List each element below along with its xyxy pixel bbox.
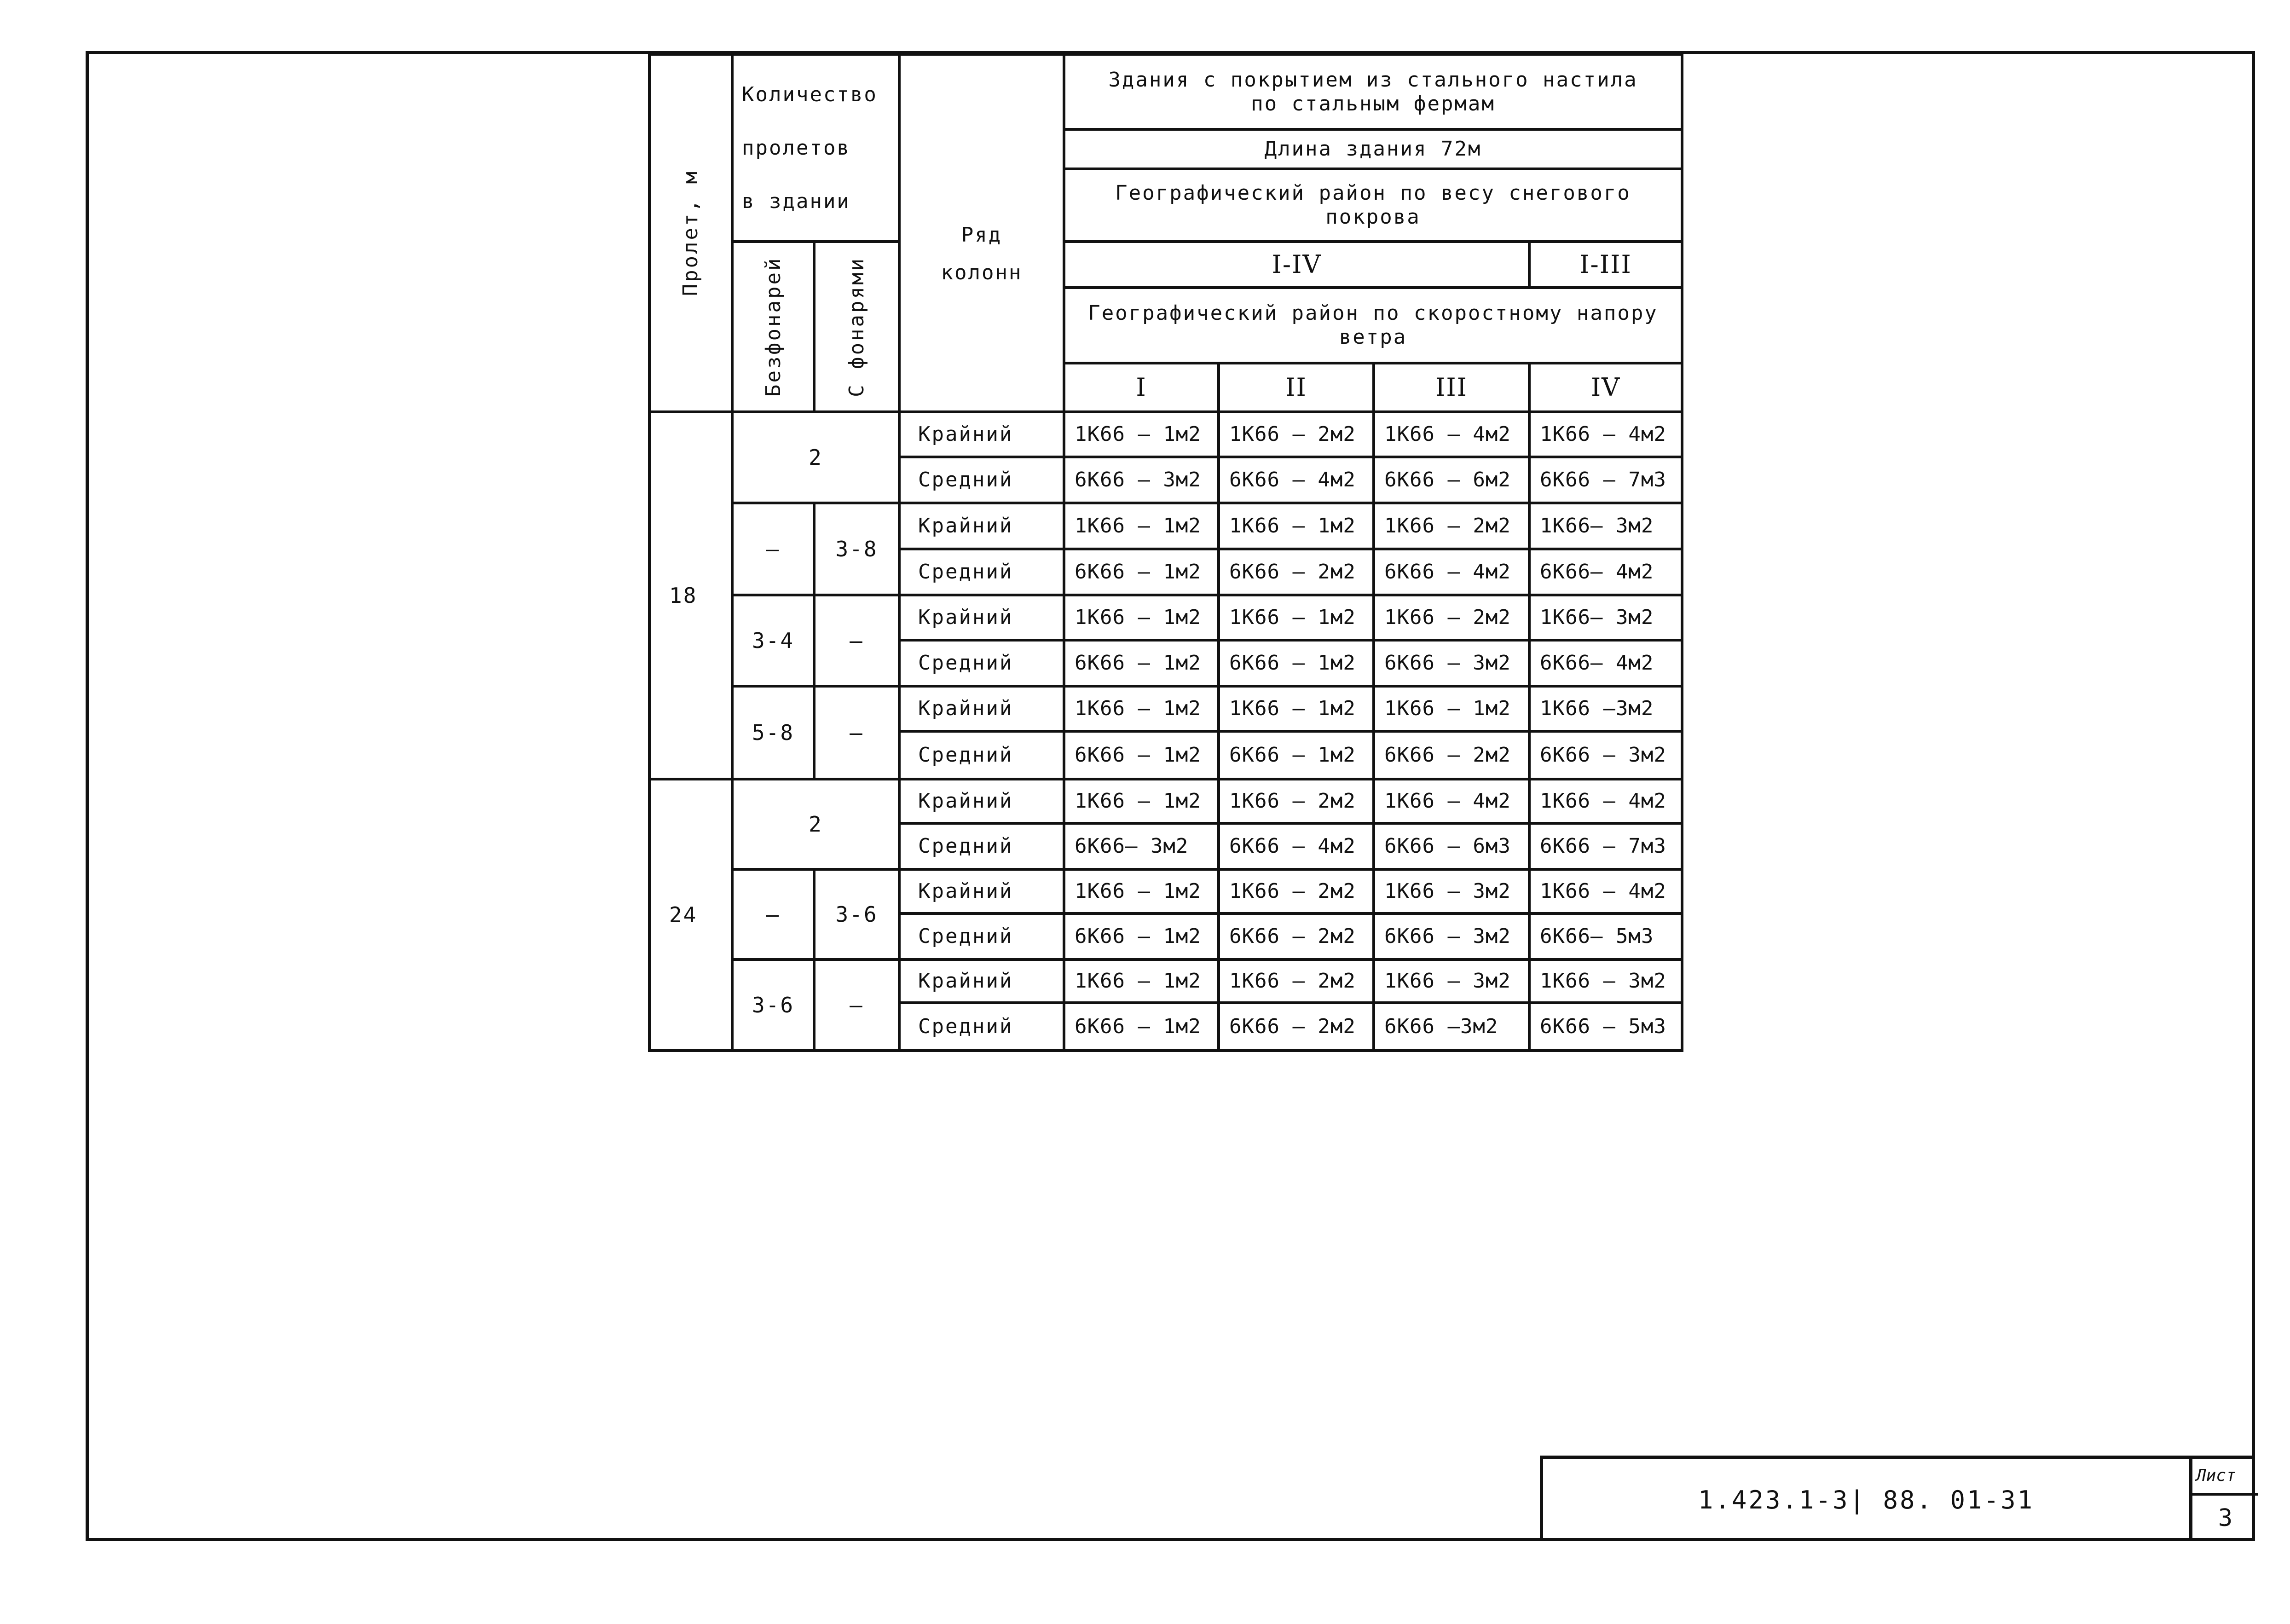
span-count-no-lights: 5-8	[732, 686, 814, 779]
column-mark-wind-4: 6К66– 5м3	[1529, 913, 1682, 959]
column-row-name: Крайний	[899, 959, 1064, 1003]
column-mark-wind-2: 1К66 – 2м2	[1219, 869, 1374, 913]
wind-region-1: I	[1064, 363, 1219, 412]
column-mark-wind-2: 6К66 – 4м2	[1219, 823, 1374, 869]
column-mark-wind-1: 1К66 – 1м2	[1064, 686, 1219, 731]
column-mark-wind-2: 6К66 – 2м2	[1219, 1003, 1374, 1051]
column-mark-wind-4: 1К66– 3м2	[1529, 595, 1682, 640]
wind-region-2: II	[1219, 363, 1374, 412]
count-header-line-2: пролетов	[742, 136, 850, 160]
column-mark-wind-3: 1К66 – 1м2	[1374, 686, 1529, 731]
column-mark-wind-1: 1К66 – 1м2	[1064, 959, 1219, 1003]
span-count-no-lights: —	[732, 869, 814, 959]
count-header-line-1: Количество	[742, 82, 878, 106]
table-row	[649, 869, 1682, 913]
column-row-name: Средний	[899, 913, 1064, 959]
table-row	[649, 503, 1682, 549]
column-mark-wind-2: 6К66 – 2м2	[1219, 549, 1374, 595]
snow-region-1: I-IV	[1064, 242, 1529, 288]
column-mark-wind-1: 6К66 – 1м2	[1064, 913, 1219, 959]
row-header-line-2: колонн	[941, 260, 1023, 284]
column-row-name: Крайний	[899, 686, 1064, 731]
column-mark-wind-4: 6К66 – 3м2	[1529, 731, 1682, 779]
column-row-name: Средний	[899, 640, 1064, 686]
column-row-name: Средний	[899, 1003, 1064, 1051]
span-value: 24	[649, 779, 732, 1051]
building-type-header: Здания с покрытием из стального настила по стальным фермам	[1064, 54, 1682, 129]
table-row	[649, 595, 1682, 640]
column-mark-wind-3: 6К66 – 4м2	[1374, 549, 1529, 595]
span-count-with-lights: 3-8	[814, 503, 899, 595]
table-row	[649, 412, 1682, 457]
span-count-total: 2	[732, 779, 899, 869]
column-mark-wind-3: 1К66 – 4м2	[1374, 412, 1529, 457]
span-count-total: 2	[732, 412, 899, 503]
column-row-name: Крайний	[899, 595, 1064, 640]
no-lights-header: Без фонарей	[761, 256, 785, 397]
with-lights-header-cell	[814, 242, 899, 412]
span-header-cell	[649, 54, 732, 412]
column-mark-wind-3: 1К66 – 3м2	[1374, 959, 1529, 1003]
column-mark-wind-1: 6К66– 3м2	[1064, 823, 1219, 869]
title-block	[1540, 1456, 2255, 1541]
column-mark-wind-3: 1К66 – 4м2	[1374, 779, 1529, 823]
specification-table	[648, 53, 1683, 1052]
span-count-with-lights: —	[814, 959, 899, 1051]
wind-region-3: III	[1374, 363, 1529, 412]
column-mark-wind-2: 6К66 – 4м2	[1219, 457, 1374, 503]
span-count-no-lights: 3-6	[732, 959, 814, 1051]
column-mark-wind-1: 1К66 – 1м2	[1064, 595, 1219, 640]
column-mark-wind-2: 1К66 – 1м2	[1219, 686, 1374, 731]
span-value: 18	[649, 412, 732, 779]
column-row-name: Средний	[899, 457, 1064, 503]
column-mark-wind-4: 6К66 – 7м3	[1529, 457, 1682, 503]
column-mark-wind-4: 1К66 – 4м2	[1529, 779, 1682, 823]
row-header-line-1: Ряд	[961, 223, 1002, 247]
column-row-name: Средний	[899, 823, 1064, 869]
building-length-header: Длина здания 72м	[1064, 129, 1682, 169]
column-mark-wind-1: 6К66 – 1м2	[1064, 731, 1219, 779]
column-mark-wind-1: 6К66 – 1м2	[1064, 1003, 1219, 1051]
sheet-label: Лист	[2192, 1459, 2258, 1496]
table-body	[649, 54, 1682, 1051]
column-mark-wind-4: 6К66 – 7м3	[1529, 823, 1682, 869]
wind-region-header: Географический район по скоростному напору ветра	[1064, 288, 1682, 363]
column-mark-wind-3: 6К66 – 2м2	[1374, 731, 1529, 779]
table-row	[649, 779, 1682, 823]
column-row-name: Средний	[899, 731, 1064, 779]
column-mark-wind-1: 1К66 – 1м2	[1064, 412, 1219, 457]
span-count-with-lights: —	[814, 595, 899, 686]
column-mark-wind-2: 6К66 – 1м2	[1219, 640, 1374, 686]
column-mark-wind-1: 1К66 – 1м2	[1064, 779, 1219, 823]
column-row-name: Крайний	[899, 869, 1064, 913]
column-mark-wind-1: 1К66 – 1м2	[1064, 503, 1219, 549]
column-mark-wind-1: 1К66 – 1м2	[1064, 869, 1219, 913]
span-header: Пролет, м	[679, 170, 703, 296]
snow-region-header: Географический район по весу снегового покрова	[1064, 169, 1682, 242]
column-row-name: Средний	[899, 549, 1064, 595]
no-lights-header-cell	[732, 242, 814, 412]
column-mark-wind-2: 1К66 – 1м2	[1219, 503, 1374, 549]
column-mark-wind-1: 6К66 – 3м2	[1064, 457, 1219, 503]
column-mark-wind-2: 1К66 – 2м2	[1219, 412, 1374, 457]
column-mark-wind-3: 1К66 – 2м2	[1374, 503, 1529, 549]
column-mark-wind-4: 6К66– 4м2	[1529, 640, 1682, 686]
column-mark-wind-2: 1К66 – 1м2	[1219, 595, 1374, 640]
span-count-with-lights: 3-6	[814, 869, 899, 959]
with-lights-header: С фонарями	[844, 256, 868, 397]
column-mark-wind-4: 1К66 – 4м2	[1529, 412, 1682, 457]
column-mark-wind-2: 1К66 – 2м2	[1219, 779, 1374, 823]
span-count-no-lights: —	[732, 503, 814, 595]
column-row-name: Крайний	[899, 412, 1064, 457]
column-mark-wind-3: 6К66 –3м2	[1374, 1003, 1529, 1051]
column-mark-wind-4: 1К66 – 3м2	[1529, 959, 1682, 1003]
column-mark-wind-2: 6К66 – 1м2	[1219, 731, 1374, 779]
wind-region-4: IV	[1529, 363, 1682, 412]
column-mark-wind-1: 6К66 – 1м2	[1064, 549, 1219, 595]
table-row	[649, 686, 1682, 731]
column-mark-wind-4: 6К66 – 5м3	[1529, 1003, 1682, 1051]
table-row	[649, 959, 1682, 1003]
row-header-cell	[899, 54, 1064, 412]
document-code: 1.423.1-3| 88. 01-31	[1698, 1485, 2035, 1514]
column-mark-wind-3: 6К66 – 6м2	[1374, 457, 1529, 503]
column-mark-wind-3: 1К66 – 3м2	[1374, 869, 1529, 913]
column-mark-wind-3: 6К66 – 3м2	[1374, 913, 1529, 959]
count-header-line-3: в здании	[742, 189, 850, 213]
column-mark-wind-2: 6К66 – 2м2	[1219, 913, 1374, 959]
span-count-no-lights: 3-4	[732, 595, 814, 686]
count-header-cell	[732, 54, 899, 242]
span-count-with-lights: —	[814, 686, 899, 779]
column-row-name: Крайний	[899, 779, 1064, 823]
column-mark-wind-1: 6К66 – 1м2	[1064, 640, 1219, 686]
sheet-cell	[2189, 1459, 2258, 1541]
column-mark-wind-4: 1К66 – 4м2	[1529, 869, 1682, 913]
column-mark-wind-4: 1К66 –3м2	[1529, 686, 1682, 731]
sheet-number: 3	[2218, 1504, 2233, 1532]
snow-region-2: I-III	[1529, 242, 1682, 288]
column-mark-wind-3: 6К66 – 6м3	[1374, 823, 1529, 869]
column-mark-wind-4: 6К66– 4м2	[1529, 549, 1682, 595]
column-mark-wind-4: 1К66– 3м2	[1529, 503, 1682, 549]
column-row-name: Крайний	[899, 503, 1064, 549]
column-mark-wind-2: 1К66 – 2м2	[1219, 959, 1374, 1003]
column-mark-wind-3: 1К66 – 2м2	[1374, 595, 1529, 640]
column-mark-wind-3: 6К66 – 3м2	[1374, 640, 1529, 686]
